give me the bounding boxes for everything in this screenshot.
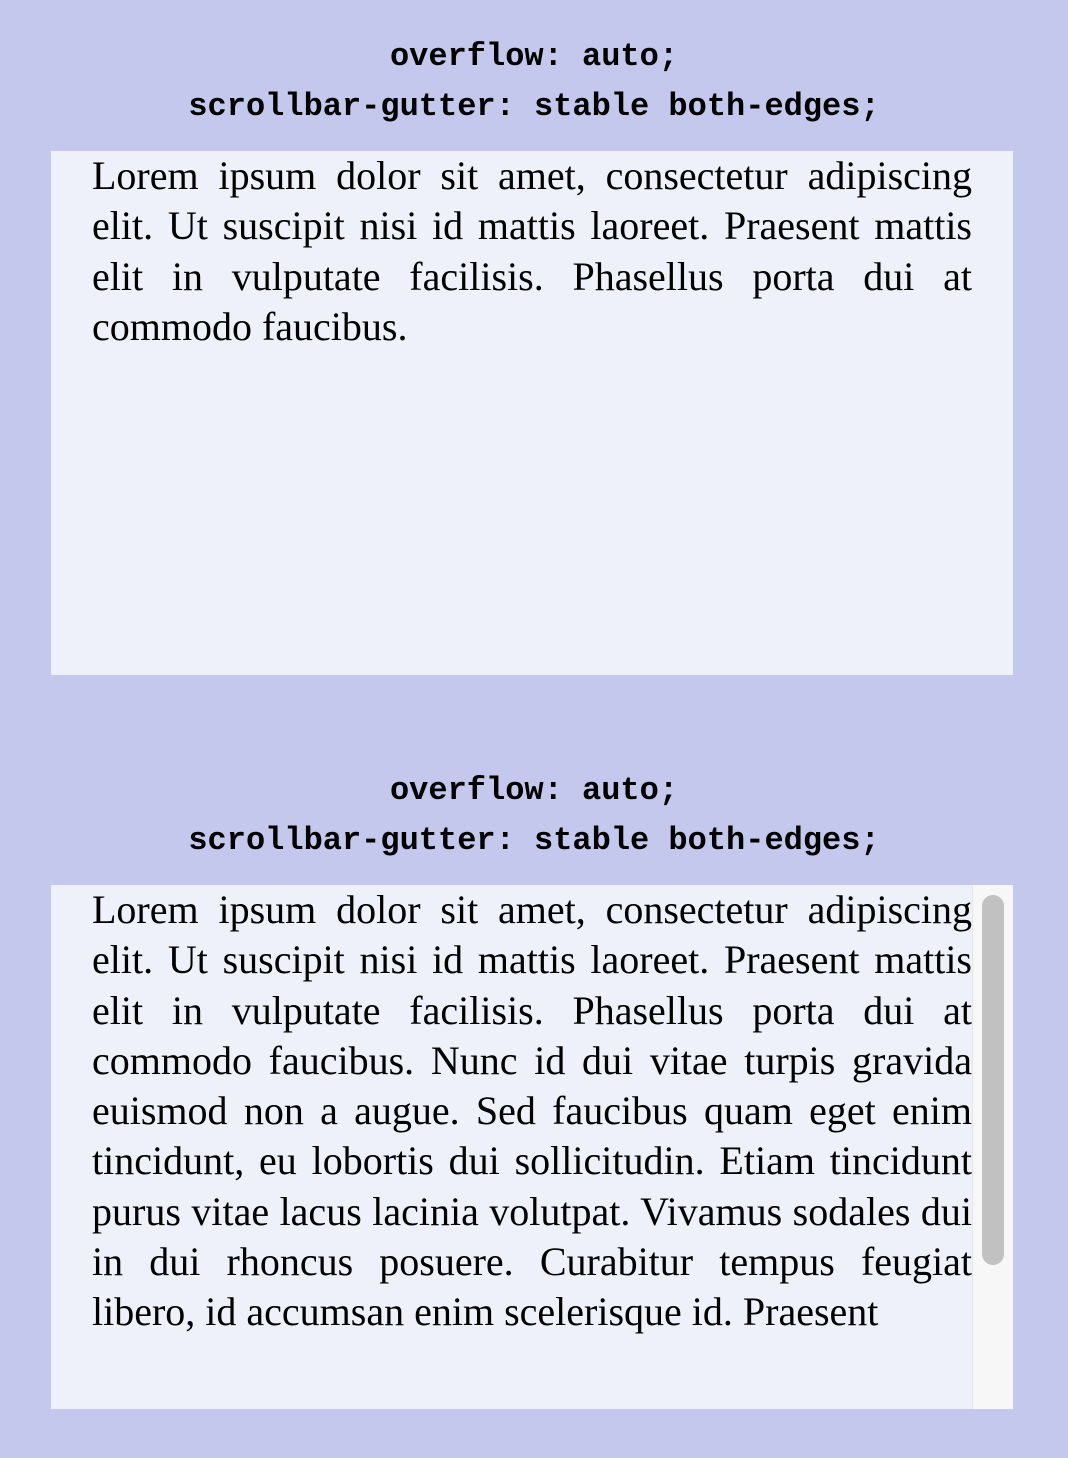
scroll-box-2-text: Lorem ipsum dolor sit amet, consectetur adipiscing elit. Ut suscipit nisi id mattis laoreet. Praesent mattis elit in vulputate facilisis. Phasellus porta dui at commodo faucibus. Nunc id dui vitae turpis gravida euismod non a augue. Sed faucibus quam eget enim tincidunt, eu lobortis dui sollicitudin. Etiam tincidunt purus vitae lacus lacinia volutpat. Vivamus sodales dui in dui rhoncus posuere. Curabitur tempus feugiat libero, id accumsan enim scelerisque id. Praesent (92, 887, 972, 1335)
section-2-heading-line-1: overflow: auto; (389, 772, 679, 809)
section-1-heading-line-2: scrollbar-gutter: stable both-edges; (188, 88, 880, 125)
scroll-box-1-text: Lorem ipsum dolor sit amet, consectetur adipiscing elit. Ut suscipit nisi id mattis laoreet. Praesent mattis elit in vulputate facilisis. Phasellus porta dui at commodo faucibus. (92, 153, 972, 349)
section-2-heading-line-2: scrollbar-gutter: stable both-edges; (188, 822, 880, 859)
scrollbar-track[interactable] (972, 885, 1013, 1409)
scroll-box-1[interactable] (51, 151, 1013, 675)
section-1-heading (0, 32, 1068, 132)
scroll-box-2[interactable] (51, 885, 1013, 1409)
section-2-heading (0, 766, 1068, 866)
section-1-heading-line-1: overflow: auto; (389, 38, 679, 75)
scrollbar-thumb[interactable] (982, 895, 1004, 1265)
